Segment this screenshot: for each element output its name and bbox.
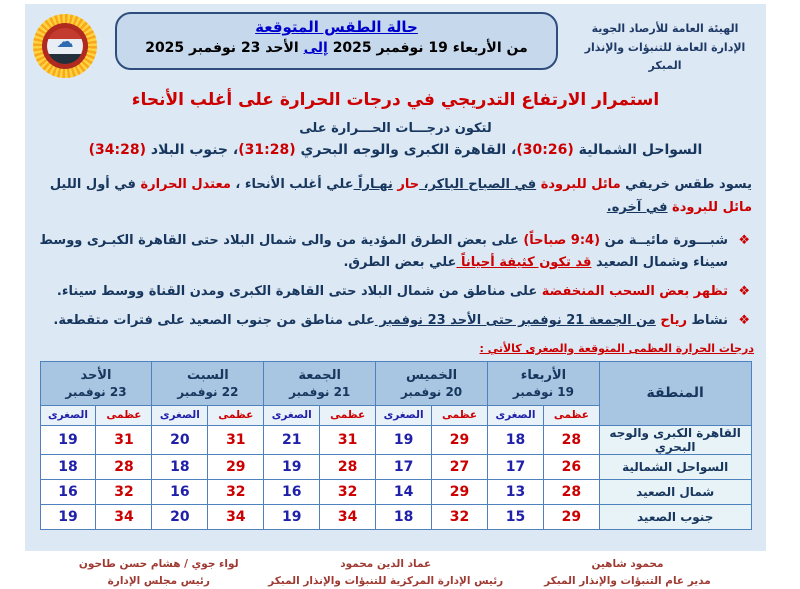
diamond-bullet-icon: ❖ [738, 312, 750, 328]
cloud-icon: ☁ [56, 32, 74, 52]
text-seg: نهـاراً [353, 177, 393, 192]
organization-block [572, 10, 758, 76]
text-seg: مائل للبرودة [536, 177, 621, 192]
temp-cell-min: 19 [264, 504, 320, 529]
day-name: السبت [187, 367, 229, 383]
text-seg: شبـــورة مائيــة من [600, 232, 728, 248]
temps-seg: السواحل الشمالية [573, 142, 703, 158]
date-range-from: من الأربعاء 19 نوفمبر 2025 [327, 40, 528, 56]
temp-cell-max: 31 [96, 425, 152, 454]
day-name: الخميس [406, 367, 458, 383]
day-name: الجمعة [298, 367, 342, 383]
signature-name: عماد الدين محمود [340, 557, 432, 570]
text-seg: نشاط [686, 312, 728, 328]
temps-range: (34:28) [88, 142, 147, 158]
text-seg: علي أغلب الأنحاء ، [230, 177, 354, 192]
text-seg: مائل للبرودة [667, 199, 752, 215]
text-seg: في الصباح الباكر، [419, 177, 537, 192]
date-range [129, 39, 544, 58]
text-seg: معتدل الحرارة [135, 177, 231, 192]
text-seg: على مناطق من شمال البلاد حتى القاهرة الكبرى ومدن القناة ووسط سيناء. [56, 283, 538, 299]
signature-chairman [65, 556, 252, 589]
temp-cell-max: 28 [543, 479, 599, 504]
text-seg: (9:4 صباحاً) [518, 232, 601, 248]
temp-cell-min: 19 [264, 454, 320, 479]
temp-cell-max: 32 [208, 479, 264, 504]
text-seg: من الجمعة 21 نوفمبر حتى الأحد 23 نوفمبر [374, 312, 656, 328]
max-label: عظمى [543, 405, 599, 425]
temps-seg: ، جنوب البلاد [146, 142, 239, 158]
temp-cell-max: 29 [543, 504, 599, 529]
diamond-bullet-icon: ❖ [738, 283, 750, 299]
region-cell: القاهرة الكبرى والوجه البحري [599, 425, 751, 454]
signature-title: مدير عام التنبؤات والإنذار المبكر [544, 574, 711, 587]
signatures-footer [65, 556, 736, 589]
temp-cell-max: 31 [320, 425, 376, 454]
temps-range: (30:26) [516, 142, 574, 158]
meteorology-authority-logo-icon [33, 14, 97, 78]
max-label: عظمى [432, 405, 488, 425]
temp-cell-min: 21 [264, 425, 320, 454]
day-date: 21 نوفمبر [289, 384, 351, 399]
min-label: الصغرى [40, 405, 96, 425]
temp-cell-max: 32 [320, 479, 376, 504]
temp-cell-max: 31 [208, 425, 264, 454]
temp-cell-min: 16 [264, 479, 320, 504]
temp-cell-max: 29 [432, 479, 488, 504]
signature-name: محمود شاهين [591, 557, 664, 570]
day-name: الأحد [80, 367, 112, 383]
temps-range: (31:28) [238, 142, 296, 158]
region-cell: جنوب الصعيد [599, 504, 751, 529]
text-seg: قد تكون كثيفة أحياناً [456, 254, 592, 270]
temp-cell-min: 14 [376, 479, 432, 504]
temp-cell-min: 19 [40, 425, 96, 454]
temp-cell-min: 13 [487, 479, 543, 504]
day-header-sunday [40, 361, 152, 405]
region-cell: السواحل الشمالية [599, 454, 751, 479]
text-seg: رياح [655, 312, 687, 328]
region-column-header: المنطقة [599, 361, 751, 425]
text-seg: حار [392, 177, 420, 192]
temp-cell-min: 18 [40, 454, 96, 479]
max-label: عظمى [208, 405, 264, 425]
temp-cell-max: 34 [320, 504, 376, 529]
weather-bulletin-document [25, 4, 766, 587]
temperature-table [40, 361, 752, 530]
min-label: الصغرى [264, 405, 320, 425]
temp-cell-min: 20 [152, 425, 208, 454]
signature-head-central [252, 556, 518, 589]
table-row-cairo-delta [40, 425, 751, 454]
temp-cell-max: 28 [96, 454, 152, 479]
day-date: 20 نوفمبر [400, 384, 463, 399]
signature-name: لواء جوي / هشام حسن طاحون [78, 557, 239, 570]
temp-cell-max: 29 [208, 454, 264, 479]
organization-name: الهيئة العامة للأرصاد الجوية [591, 22, 739, 35]
day-date: 23 نوفمبر [65, 384, 127, 399]
temp-cell-min: 17 [376, 454, 432, 479]
bullet-wind [35, 310, 752, 332]
title-box [115, 12, 558, 70]
text-seg: على مناطق من جنوب الصعيد على فترات متقطعة. [53, 312, 375, 328]
temp-cell-max: 32 [432, 504, 488, 529]
signature-title: رئيس الإدارة المركزية للتنبؤات والإنذار المبكر [268, 574, 504, 587]
temp-cell-max: 34 [208, 504, 264, 529]
bullet-fog [35, 230, 752, 274]
diamond-bullet-icon: ❖ [738, 232, 750, 248]
table-caption: درجات الحرارة العظمى المتوقعة والصغرى كالأتي : [479, 341, 754, 355]
table-header-row [40, 361, 751, 405]
signature-title: رئيس مجلس الإدارة [107, 574, 210, 587]
temp-cell-min: 18 [376, 504, 432, 529]
min-label: الصغرى [487, 405, 543, 425]
table-row-north-upper-egypt [40, 479, 751, 504]
weather-description-paragraph [39, 174, 752, 220]
text-seg: في أول الليل [49, 177, 136, 192]
date-range-to-word: إلى [303, 40, 328, 56]
signature-director [519, 556, 736, 589]
main-headline: استمرار الارتفاع التدريجي في درجات الحرارة على أغلب الأنحاء [131, 90, 660, 110]
temps-summary-line [25, 142, 766, 158]
day-header-friday [264, 361, 376, 405]
max-label: عظمى [96, 405, 152, 425]
temp-cell-min: 16 [40, 479, 96, 504]
text-seg: علي بعض الطرق. [343, 254, 457, 270]
department-name: الإدارة العامة للتنبؤات والإنذار المبكر [584, 40, 746, 73]
temps-seg: ، القاهرة الكبرى والوجه البحري [295, 142, 517, 158]
bullet-clouds [35, 281, 752, 303]
day-name: الأربعاء [520, 367, 567, 383]
bullet-list [35, 230, 752, 332]
temps-intro-line: لتكون درجـــات الحـــرارة على [299, 121, 492, 136]
min-label: الصغرى [152, 405, 208, 425]
temp-cell-min: 16 [152, 479, 208, 504]
temp-cell-max: 27 [432, 454, 488, 479]
temp-cell-max: 26 [543, 454, 599, 479]
logo-flag-core [47, 28, 83, 64]
temp-cell-max: 28 [543, 425, 599, 454]
temp-cell-max: 28 [320, 454, 376, 479]
day-header-saturday [152, 361, 264, 405]
temp-cell-min: 19 [40, 504, 96, 529]
bulletin-title: حالة الطقس المتوقعة [255, 18, 418, 36]
date-range-end: الأحد 23 نوفمبر 2025 [145, 40, 304, 56]
temp-cell-min: 19 [376, 425, 432, 454]
table-row-south-upper-egypt [40, 504, 751, 529]
day-header-wednesday [487, 361, 599, 405]
day-date: 22 نوفمبر [177, 384, 239, 399]
temp-cell-max: 34 [96, 504, 152, 529]
temp-cell-max: 29 [432, 425, 488, 454]
text-seg: تظهر بعض السحب المنخفضة [537, 283, 728, 299]
day-header-thursday [376, 361, 488, 405]
region-cell: شمال الصعيد [599, 479, 751, 504]
table-row-north-coasts [40, 454, 751, 479]
day-date: 19 نوفمبر [512, 384, 574, 399]
text-seg: في آخره. [606, 199, 668, 215]
max-label: عظمى [320, 405, 376, 425]
temp-cell-min: 17 [487, 454, 543, 479]
temp-cell-min: 15 [487, 504, 543, 529]
min-label: الصغرى [376, 405, 432, 425]
temp-cell-min: 18 [487, 425, 543, 454]
temp-cell-max: 32 [96, 479, 152, 504]
text-seg: يسود طقس خريفي [620, 177, 752, 192]
text-seg: على بعض الطرق المؤدية من والى شمال البلاد حتى القاهرة الكبـرى ووسط سيناء وشمال الصعيد [39, 232, 728, 270]
document-header [25, 4, 766, 78]
temp-cell-min: 18 [152, 454, 208, 479]
temp-cell-min: 20 [152, 504, 208, 529]
